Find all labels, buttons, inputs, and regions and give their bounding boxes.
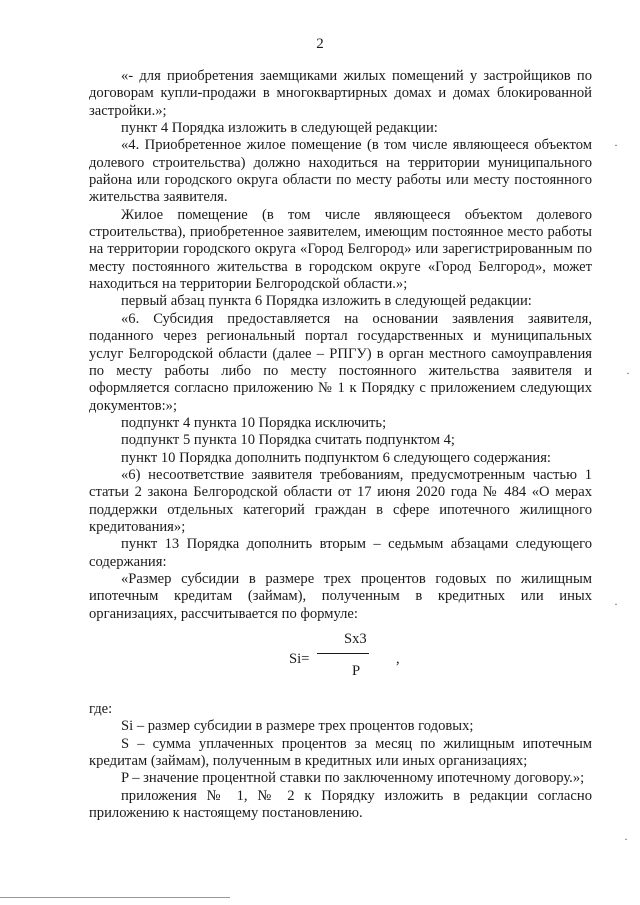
paragraph: пункт 4 Порядка изложить в следующей редакции: xyxy=(121,120,438,137)
document-body xyxy=(89,68,592,822)
scan-speck: · xyxy=(626,366,630,380)
formula-comma: , xyxy=(396,651,400,667)
paragraph: «4. Приобретенное жилое помещение (в том числе являющееся объектом долевого строительства) должно находиться на территории муниципального района или городского округа области по месту работы или месту постоянного жительства заявителя. xyxy=(89,137,592,206)
paragraph: P – значение процентной ставки по заключенному ипотечному договору.»; xyxy=(121,770,585,787)
paragraph: приложения № 1, № 2 к Порядку изложить в редакции согласно приложению к настоящему постановлению. xyxy=(89,787,592,822)
paragraph: где: xyxy=(89,701,113,717)
paragraph: «- для приобретения заемщиками жилых помещений у застройщиков по договорам купли-продажи в многоквартирных домах и домах блокированной застройки.»; xyxy=(89,68,592,119)
paragraph: Жилое помещение (в том числе являющееся объектом долевого строительства), приобретенное заявителем, имеющим постоянное место работы на территории городского округа «Город Белгород» или зарегистрированным по месту постоянного жительства в городском округе «Город Белгород», может находиться на территории Белгородской области.»; xyxy=(89,206,592,293)
paragraph: «6. Субсидия предоставляется на основании заявления заявителя, поданного через региональный портал государственных и муниципальных услуг Белгородской области (далее – РПГУ) в орган местного самоуправления по месту работы либо по месту постоянного жительства заявителя и оформляется согласно приложению № 1 к Порядку с приложением следующих документов:»; xyxy=(89,310,592,414)
fraction-bar xyxy=(317,653,369,654)
paragraph: «6) несоответствие заявителя требованиям, предусмотренным частью 1 статьи 2 закона Белгородской области от 17 июня 2020 года № 484 «О мерах поддержки отдельных категорий граждан в сфере ипотечного жилищного кредитования»; xyxy=(89,466,592,535)
scan-speck: · xyxy=(624,832,628,846)
scan-edge-line xyxy=(0,897,230,898)
paragraph: первый абзац пункта 6 Порядка изложить в следующей редакции: xyxy=(121,293,532,310)
paragraph: пункт 13 Порядка дополнить вторым – седьмым абзацами следующего содержания: xyxy=(89,536,592,570)
paragraph: пункт 10 Порядка дополнить подпунктом 6 следующего содержания: xyxy=(121,449,551,466)
formula-numerator: Sx3 xyxy=(344,631,367,647)
formula-denominator: P xyxy=(352,663,361,679)
page-number: 2 xyxy=(316,36,324,52)
scan-speck: · xyxy=(614,597,618,611)
scan-speck: · xyxy=(614,138,618,152)
formula-lhs: Si= xyxy=(289,651,310,667)
paragraph: подпункт 5 пункта 10 Порядка считать подпунктом 4; xyxy=(121,432,455,449)
subsidy-formula xyxy=(89,629,592,701)
paragraph: S – сумма уплаченных процентов за месяц по жилищным ипотечным кредитам (займам), полученным в кредитных или иных организациях; xyxy=(89,735,592,770)
paragraph: подпункт 4 пункта 10 Порядка исключить; xyxy=(121,414,387,431)
paragraph: Si – размер субсидии в размере трех процентов годовых; xyxy=(121,718,474,735)
paragraph: «Размер субсидии в размере трех процентов годовых по жилищным ипотечным кредитам (займам), полученным в кредитных или иных организациях, рассчитывается по формуле: xyxy=(89,570,592,622)
